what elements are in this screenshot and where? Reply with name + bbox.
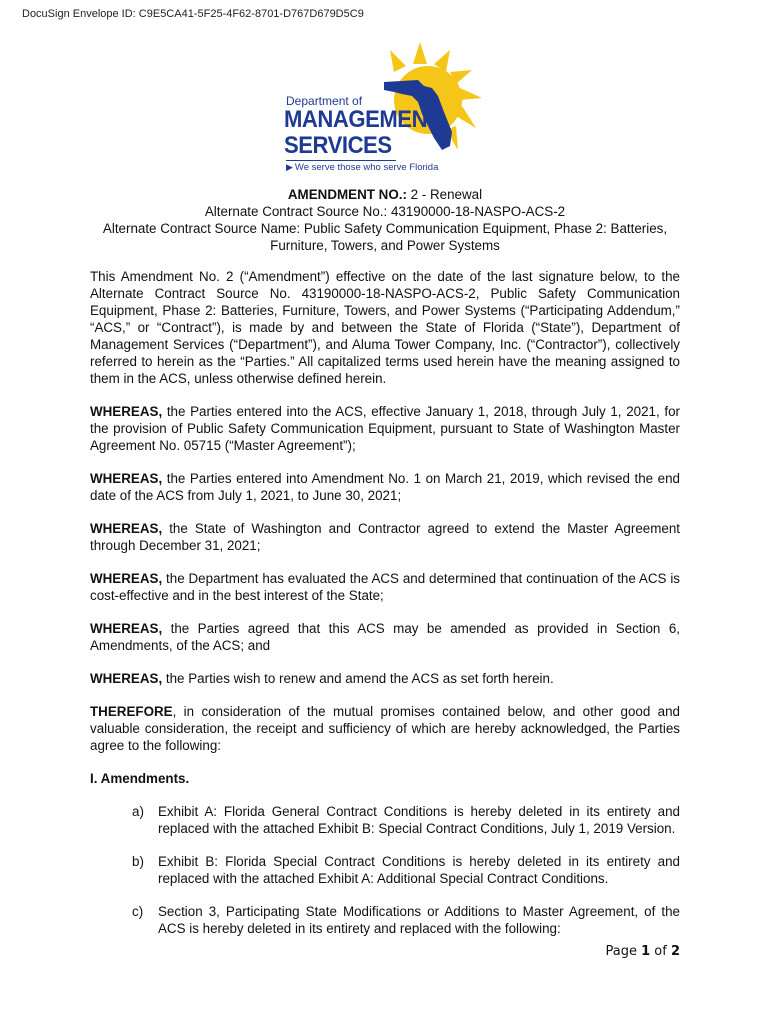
whereas-label: WHEREAS, [90,571,163,586]
list-item [90,803,680,837]
page-label: Page [605,944,642,959]
list-item-text: Exhibit A: Florida General Contract Conditions is hereby deleted in its entirety and replaced with the attached Exhibit B: Special Contract Conditions, July 1, 2019 Version. [158,804,680,836]
page-of: of [650,944,671,959]
logo-tagline [286,162,438,173]
list-marker: b) [132,854,144,869]
dms-logo [282,42,482,177]
whereas-text: the State of Washington and Contractor agreed to extend the Master Agreement through December 31, 2021; [90,521,680,553]
amendment-label: AMENDMENT NO.: [287,187,407,202]
logo-department-text: Department of [286,94,363,108]
whereas-label: WHEREAS, [90,471,163,486]
current-page: 1 [641,944,651,959]
list-marker: a) [132,804,144,819]
source-name-line-2: Furniture, Towers, and Power Systems [270,238,500,253]
logo-tagline-text: We serve those who serve Florida [294,162,439,173]
whereas-paragraph-1 [90,403,680,454]
whereas-label: WHEREAS, [90,671,163,686]
whereas-paragraph-2 [90,470,680,504]
whereas-text: the Parties wish to renew and amend the ACS as set forth herein. [162,671,554,686]
whereas-text: the Department has evaluated the ACS and determined that continuation of the ACS is cost-effective and in the best interest of the State; [90,571,680,603]
whereas-text: the Parties entered into the ACS, effective January 1, 2018, through July 1, 2021, for the provision of Public Safety Communication Equipment, pursuant to State of Washington Master Agreement No. 05715 (“Master Agreement”); [90,404,680,453]
list-item [90,903,680,937]
logo-divider [286,160,396,161]
whereas-label: WHEREAS, [90,404,163,419]
whereas-paragraph-6 [90,670,680,687]
whereas-text: the Parties entered into Amendment No. 1 on March 21, 2019, which revised the end date of the ACS from July 1, 2021, to June 30, 2021; [90,471,680,503]
list-item-text: Exhibit B: Florida Special Contract Conditions is hereby deleted in its entirety and replaced with the attached Exhibit A: Additional Special Contract Conditions. [158,854,680,886]
section-title: I. Amendments. [90,771,190,786]
amendment-value: 2 - Renewal [406,187,483,202]
logo-services-text: SERVICES [284,132,392,159]
therefore-label: THEREFORE [90,704,173,719]
page-number [606,944,681,959]
play-arrow-icon: ▶ [286,162,293,172]
whereas-paragraph-4 [90,570,680,604]
list-item-text: Section 3, Participating State Modifications or Additions to Master Agreement, of the ACS is hereby deleted in its entirety and replaced with the following: [158,904,680,936]
whereas-paragraph-3 [90,520,680,554]
list-item [90,853,680,887]
source-name-line-1: Alternate Contract Source Name: Public Safety Communication Equipment, Phase 2: Batteries, [102,221,668,236]
whereas-label: WHEREAS, [90,621,163,636]
document-header [60,186,710,254]
whereas-label: WHEREAS, [90,521,163,536]
document-body [90,268,680,953]
therefore-text: , in consideration of the mutual promises contained below, and other good and valuable consideration, the receipt and sufficiency of which are hereby acknowledged, the Parties agree to the following: [90,704,680,753]
whereas-text: the Parties agreed that this ACS may be amended as provided in Section 6, Amendments, of the ACS; and [90,621,680,653]
whereas-paragraph-5 [90,620,680,654]
source-number: Alternate Contract Source No.: 43190000-18-NASPO-ACS-2 [204,204,566,219]
amendment-number [60,186,710,203]
total-pages: 2 [670,944,680,959]
docusign-envelope-id: DocuSign Envelope ID: C9E5CA41-5F25-4F62-8701-D767D679D5C9 [22,8,364,20]
logo-management-text: MANAGEMENT [284,106,441,133]
therefore-paragraph [90,703,680,754]
intro-paragraph: This Amendment No. 2 (“Amendment”) effective on the date of the last signature below, to the Alternate Contract Source No. 43190000-18-NASPO-ACS-2, Public Safety Communication Equipment, Phase 2: Batteries, Furniture, Towers, and Power Systems (“Participating Addendum,” “ACS,” or “Contract”), is made by and between the State of Florida (“State”), Department of Management Services (“Department”), and Aluma Tower Company, Inc. (“Contractor”), collectively referred to herein as the “Parties.” All capitalized terms used herein have the meaning assigned to them in the ACS, unless otherwise defined herein. [90,269,680,386]
list-marker: c) [132,904,144,919]
